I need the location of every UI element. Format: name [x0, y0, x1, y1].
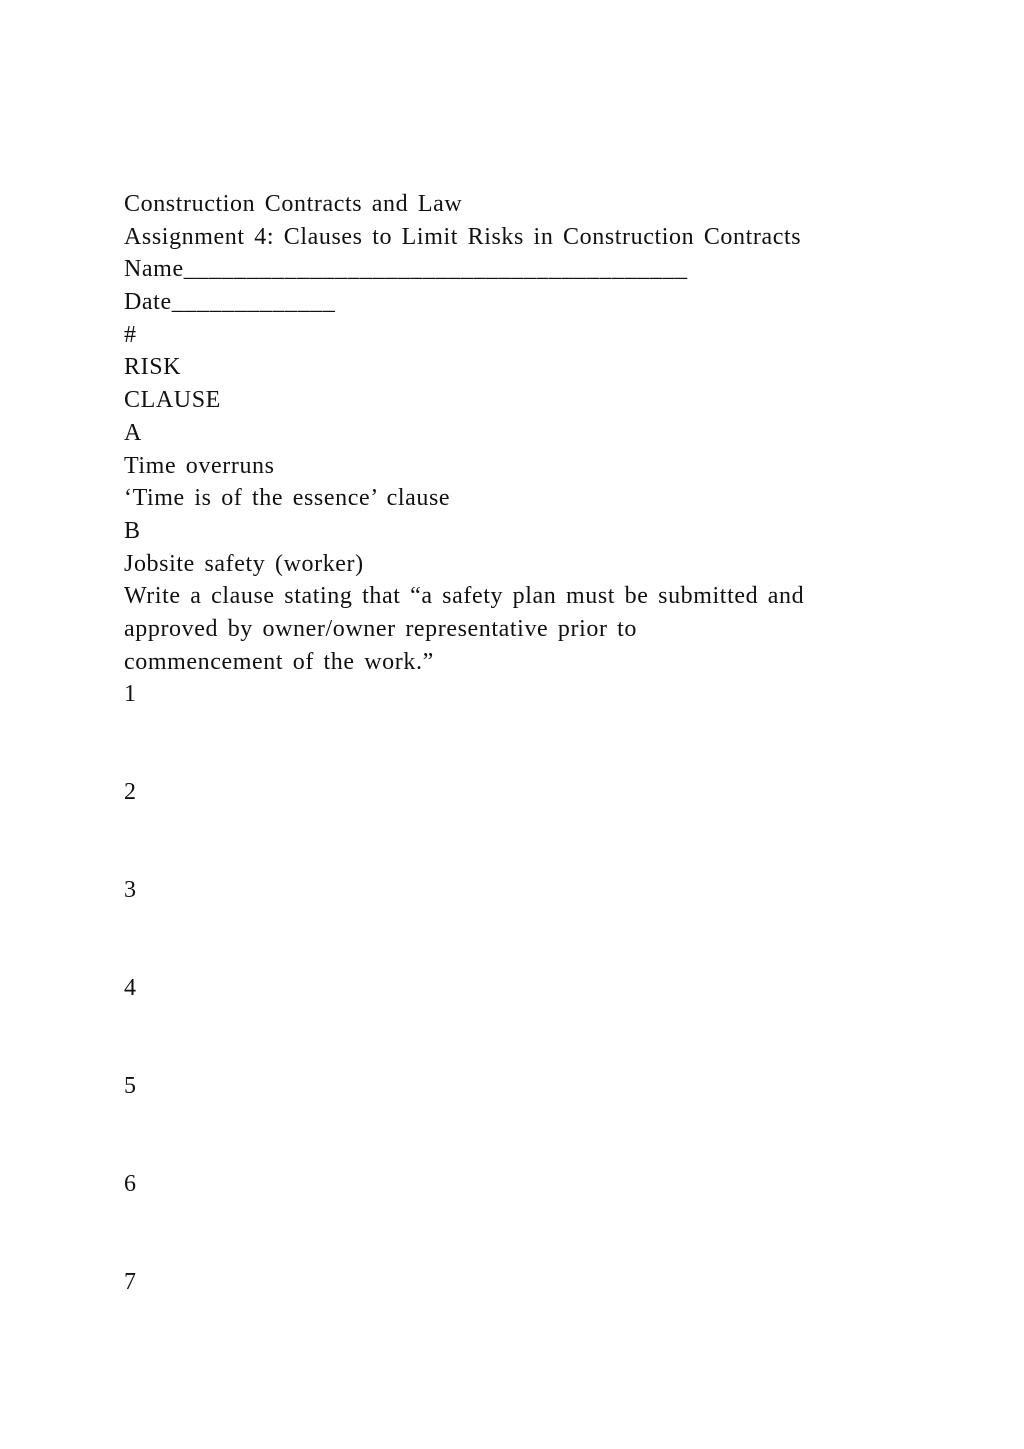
date-field: Date_____________ [124, 289, 336, 316]
row-b-clause-line-3: commencement of the work.” [124, 648, 434, 675]
blank-row-2: 2 [124, 779, 137, 806]
table-header-number: # [124, 321, 137, 348]
assignment-title: Assignment 4: Clauses to Limit Risks in Construction Contracts [124, 223, 802, 250]
blank-row-6: 6 [124, 1171, 137, 1198]
blank-row-3: 3 [124, 877, 137, 904]
row-a-risk: Time overruns [124, 452, 275, 479]
row-a-clause: ‘Time is of the essence’ clause [124, 485, 451, 512]
blank-row-5: 5 [124, 1073, 137, 1100]
row-b-clause-line-1: Write a clause stating that “a safety plan must be submitted and [124, 583, 805, 610]
blank-row-1: 1 [124, 681, 137, 708]
name-field: Name________________________________________ [124, 256, 688, 283]
blank-rows [124, 678, 904, 1364]
blank-row-4: 4 [124, 975, 137, 1002]
row-b-clause-line-2: approved by owner/owner representative prior to [124, 615, 638, 642]
course-title: Construction Contracts and Law [124, 191, 463, 217]
row-b-id: B [124, 517, 141, 544]
table-header-clause: CLAUSE [124, 387, 221, 414]
row-b-risk: Jobsite safety (worker) [124, 550, 364, 577]
blank-row-7: 7 [124, 1269, 137, 1296]
document-content [124, 188, 904, 1364]
table-header-risk: RISK [124, 354, 182, 381]
row-a-id: A [124, 419, 142, 446]
